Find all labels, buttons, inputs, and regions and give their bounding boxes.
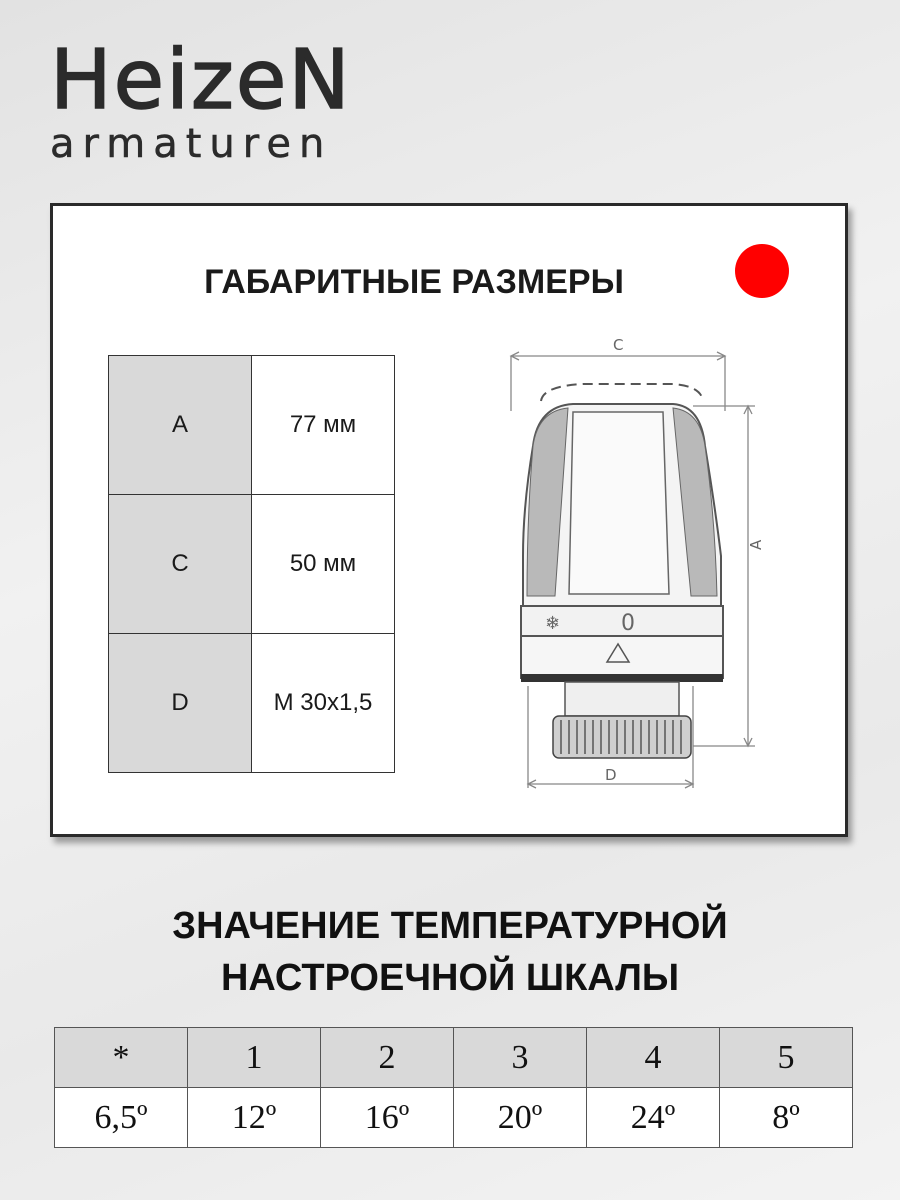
red-indicator-dot [735,244,789,298]
dimension-c-label: C [613,336,624,354]
dimension-value: 77 мм [252,356,395,495]
scale-header-cell: 2 [321,1028,454,1088]
scale-title [0,900,900,1004]
dimensions-title: ГАБАРИТНЫЕ РАЗМЕРЫ [204,263,624,301]
snowflake-icon: ❄ [545,613,561,634]
temperature-scale-table [54,1027,853,1148]
dimension-label: A [109,356,252,495]
scale-title-line1: ЗНАЧЕНИЕ ТЕМПЕРАТУРНОЙ [172,905,728,947]
scale-value-cell: 6,5º [55,1088,188,1148]
scale-header-cell: 5 [720,1028,853,1088]
scale-header-cell: 3 [454,1028,587,1088]
scale-value-cell: 16º [321,1088,454,1148]
brand-name: HeizeN [50,33,352,128]
dimension-a-label: A [747,539,765,550]
dimensions-panel [50,203,848,837]
scale-value-cell: 24º [587,1088,720,1148]
brand-subtitle: armaturen [50,121,333,167]
dimension-value: 50 мм [252,495,395,634]
scale-title-line2: НАСТРОЕЧНОЙ ШКАЛЫ [220,957,680,999]
dimension-label: C [109,495,252,634]
table-row [109,495,395,634]
scale-value-cell: 12º [188,1088,321,1148]
dimension-d-label: D [605,766,617,784]
scale-value-cell: 8º [720,1088,853,1148]
thermostatic-head-drawing [493,326,823,806]
zero-mark: 0 [621,611,635,636]
brand-logo [50,33,352,167]
scale-header-cell: * [55,1028,188,1088]
scale-value-cell: 20º [454,1088,587,1148]
table-row [55,1088,853,1148]
dimension-value: M 30x1,5 [252,634,395,773]
table-row [109,356,395,495]
table-row [109,634,395,773]
dimensions-table [108,355,395,773]
table-row [55,1028,853,1088]
dimension-label: D [109,634,252,773]
scale-header-cell: 4 [587,1028,720,1088]
scale-header-cell: 1 [188,1028,321,1088]
